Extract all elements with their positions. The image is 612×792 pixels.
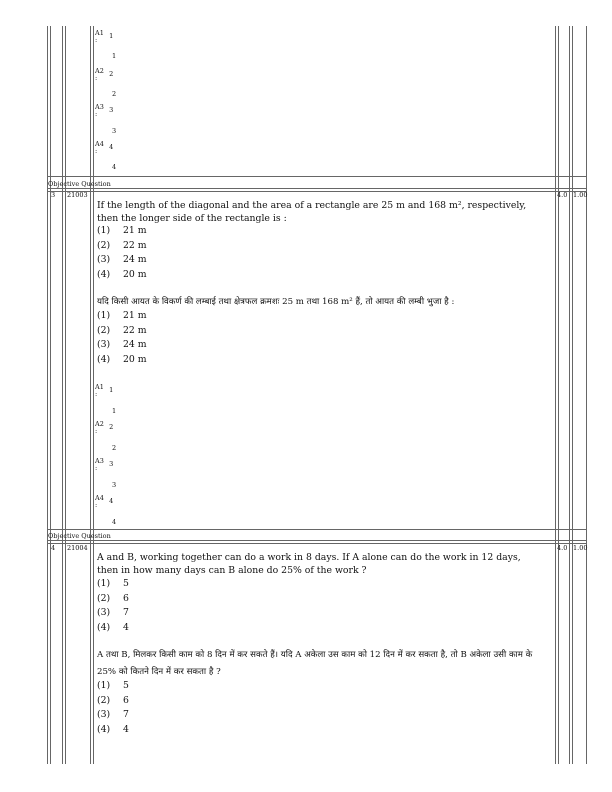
answer-text: 4 [112, 163, 117, 171]
option: (4) 20 m [97, 354, 147, 366]
section-label: Objective Question [48, 532, 111, 540]
row-divider-1b [47, 188, 587, 189]
answer-row: A4 4 : [95, 140, 114, 155]
options-hindi [97, 309, 147, 368]
answer-text: 3 [112, 127, 117, 135]
option: (1) 21 m [97, 310, 147, 321]
section-label: Objective Question [48, 180, 111, 188]
option: (3) 7 [97, 709, 129, 721]
row-divider-1 [47, 176, 587, 177]
col-divider-marks [555, 26, 556, 764]
answer-row: A3 3 : [95, 457, 114, 472]
option: (1) 21 m [97, 225, 147, 236]
col-divider-neg [569, 26, 570, 764]
option: (2) 6 [97, 694, 129, 706]
question-text-english: A and B, working together can do a work in 8 days. If A alone can do the work in 12 days, then in how many days can B alone do 25% of the work ? [97, 552, 521, 576]
row-divider-2c [47, 543, 587, 544]
row-divider-1c [47, 191, 587, 192]
question-text-hindi: यदि किसी आयत के विकर्ण की लम्बाई तथा क्षेत्रफल क्रमशः 25 m तथा 168 m² हैं, तो आयत की लम्बी भुजा है : [97, 297, 455, 307]
option: (3) 24 m [97, 339, 147, 351]
table-border-left-inner [50, 26, 51, 764]
col-divider-qid-inner [93, 26, 94, 764]
option: (4) 4 [97, 724, 129, 736]
option: (4) 20 m [97, 269, 147, 281]
answer-row: A2 2 : [95, 67, 114, 82]
option: (2) 22 m [97, 324, 147, 336]
question-marks: 4.0 [557, 191, 568, 199]
question-id: 21004 [67, 544, 88, 552]
answer-text: 1 [112, 52, 117, 60]
answer-row: A4 4 : [95, 494, 114, 509]
option: (1) 5 [97, 680, 129, 691]
options-english [97, 224, 147, 283]
question-text-hindi: A तथा B, मिलकर किसी काम को 8 दिन में कर सकते हैं। यदि A अकेला उस काम को 12 दिन में कर सकता है, तो B अकेला उसी काम के 25% को कितने दिन में कर सकता है ? [97, 650, 533, 677]
answer-text: 2 [112, 444, 117, 452]
option: (3) 24 m [97, 254, 147, 266]
answer-text: 4 [112, 518, 117, 526]
table-border-right [586, 26, 587, 764]
options-hindi [97, 679, 129, 738]
col-divider-sno-inner [65, 26, 66, 764]
option: (4) 4 [97, 622, 129, 634]
question-serial: 4 [51, 544, 56, 552]
row-divider-2 [47, 529, 587, 530]
negative-marks: 1.00 [573, 544, 588, 552]
row-divider-2b [47, 540, 587, 541]
question-marks: 4.0 [557, 544, 568, 552]
answer-row: A1 1 : [95, 29, 114, 44]
options-english [97, 577, 129, 636]
negative-marks: 1.00 [573, 191, 588, 199]
option: (2) 6 [97, 592, 129, 604]
option: (2) 22 m [97, 239, 147, 251]
question-text-english: If the length of the diagonal and the area of a rectangle are 25 m and 168 m², respectively, then the longer side of the rectangle is : [97, 200, 527, 224]
question-serial: 3 [51, 191, 56, 199]
question-id: 21003 [67, 191, 88, 199]
answer-row: A1 1 : [95, 383, 114, 398]
table-border-left [47, 26, 48, 764]
answer-text: 1 [112, 407, 117, 415]
col-divider-qid [90, 26, 91, 764]
answer-text: 2 [112, 90, 117, 98]
option: (3) 7 [97, 607, 129, 619]
col-divider-sno [62, 26, 63, 764]
answer-row: A3 3 : [95, 103, 114, 118]
option: (1) 5 [97, 578, 129, 589]
answer-row: A2 2 : [95, 420, 114, 435]
col-divider-marks-inner [558, 26, 559, 764]
answer-text: 3 [112, 481, 117, 489]
col-divider-neg-inner [572, 26, 573, 764]
